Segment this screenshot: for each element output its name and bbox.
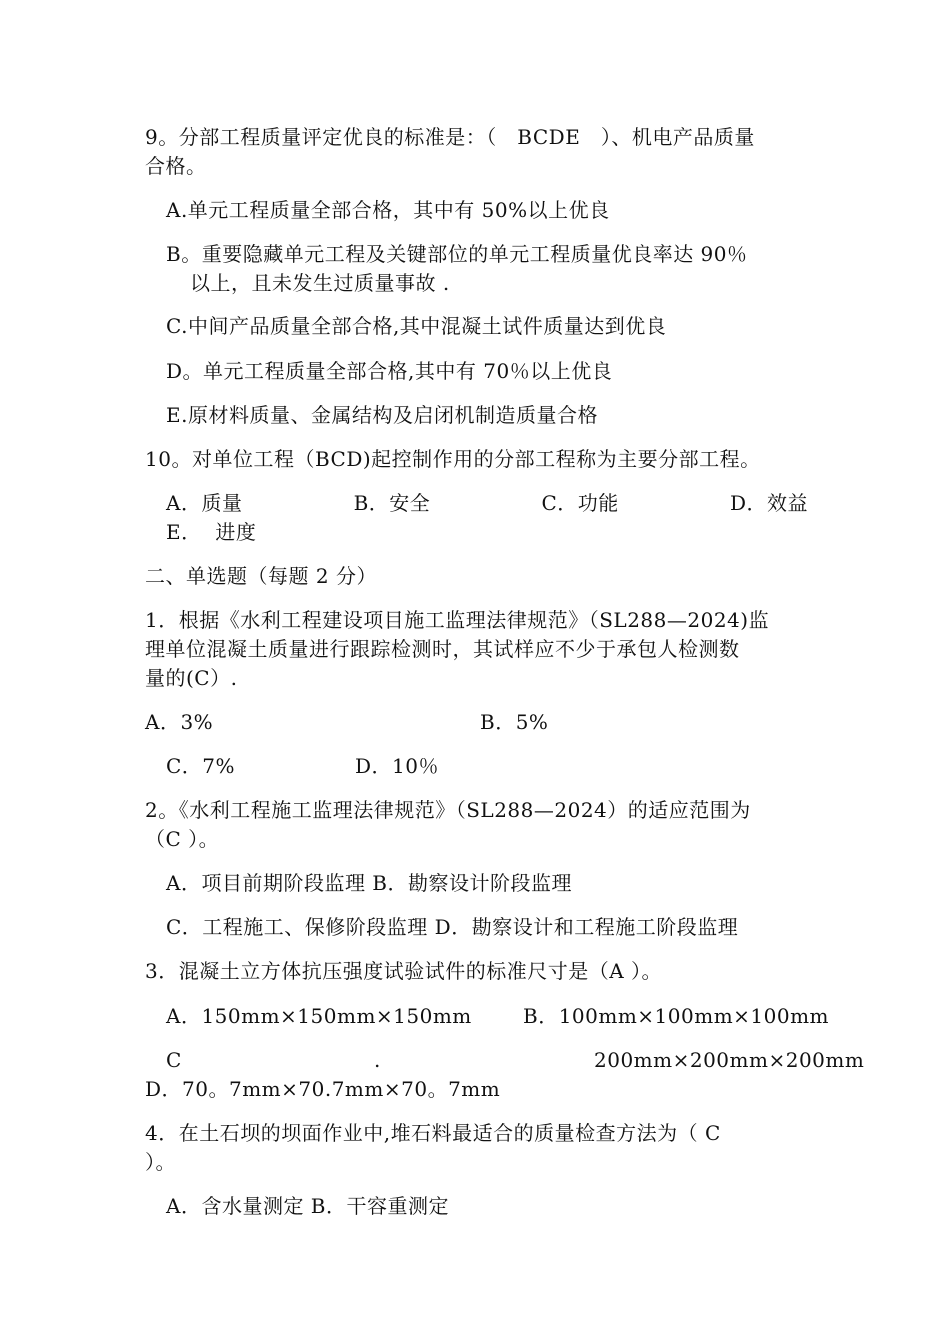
s1-stem-line-2: 理单位混凝土质量进行跟踪检测时，其试样应不少于承包人检测数 (145, 637, 740, 661)
s1-option-c: C．7% (166, 754, 236, 778)
s1-option-b: B．5% (480, 710, 549, 734)
s3-option-d: D．70。7mm×70.7mm×70。7mm (145, 1077, 501, 1101)
q9-option-b-line-1: B。重要隐藏单元工程及关键部位的单元工程质量优良率达 90％ (166, 242, 748, 266)
s2-stem-line-2: （C ）。 (145, 827, 220, 851)
s4-stem-line-2: ）。 (145, 1150, 176, 1174)
s3-option-c-dot: . (374, 1048, 381, 1072)
q10-option-a: A．质量 (166, 491, 243, 515)
s3-stem: 3．混凝土立方体抗压强度试验试件的标准尺寸是（A ）。 (145, 959, 663, 983)
s1-option-a: A．3% (145, 710, 214, 734)
q9-stem-line-1: 9。分部工程质量评定优良的标准是：（ BCDE ）、机电产品质量 (145, 125, 755, 149)
s3-option-a: A．150mm×150mm×150mm (166, 1004, 472, 1028)
s2-options-cd: C．工程施工、保修阶段监理 D．勘察设计和工程施工阶段监理 (166, 915, 739, 939)
q9-option-c: C.中间产品质量全部合格,其中混凝土试件质量达到优良 (166, 314, 667, 338)
q9-option-d: D。单元工程质量全部合格,其中有 70％以上优良 (166, 359, 613, 383)
s2-stem-line-1: 2。《水利工程施工监理法律规范》（SL288—2024）的适应范围为 (145, 798, 751, 822)
q10-options-row (166, 490, 808, 516)
s1-stem-line-1: 1．根据《水利工程建设项目施工监理法律规范》（SL288—2024)监 (145, 608, 770, 632)
q10-option-c: C．功能 (541, 491, 619, 515)
q10-stem: 10。对单位工程（BCD)起控制作用的分部工程称为主要分部工程。 (145, 447, 761, 471)
s3-option-c-value: 200mm×200mm×200mm (594, 1048, 865, 1072)
s3-option-c-letter: C (166, 1048, 182, 1072)
s4-options-ab: A．含水量测定 B．干容重测定 (166, 1194, 449, 1218)
s1-option-d: D．10％ (355, 754, 439, 778)
q10-option-b: B．安全 (353, 491, 431, 515)
s4-stem-line-1: 4．在土石坝的坝面作业中,堆石料最适合的质量检查方法为（ C (145, 1121, 721, 1145)
s1-stem-line-3: 量的(C）. (145, 666, 238, 690)
q9-option-e: E.原材料质量、金属结构及启闭机制造质量合格 (166, 403, 598, 427)
q10-option-e: E． 进度 (166, 520, 257, 544)
q10-option-d: D．效益 (729, 491, 808, 515)
q9-option-a: A.单元工程质量全部合格，其中有 50%以上优良 (166, 198, 610, 222)
s3-option-b: B．100mm×100mm×100mm (523, 1004, 830, 1028)
q9-option-b-line-2: 以上，且未发生过质量事故 . (190, 271, 450, 295)
section-heading: 二、单选题（每题 2 分） (145, 564, 377, 588)
q9-stem-line-2: 合格。 (145, 154, 207, 178)
s2-options-ab: A．项目前期阶段监理 B．勘察设计阶段监理 (166, 871, 572, 895)
